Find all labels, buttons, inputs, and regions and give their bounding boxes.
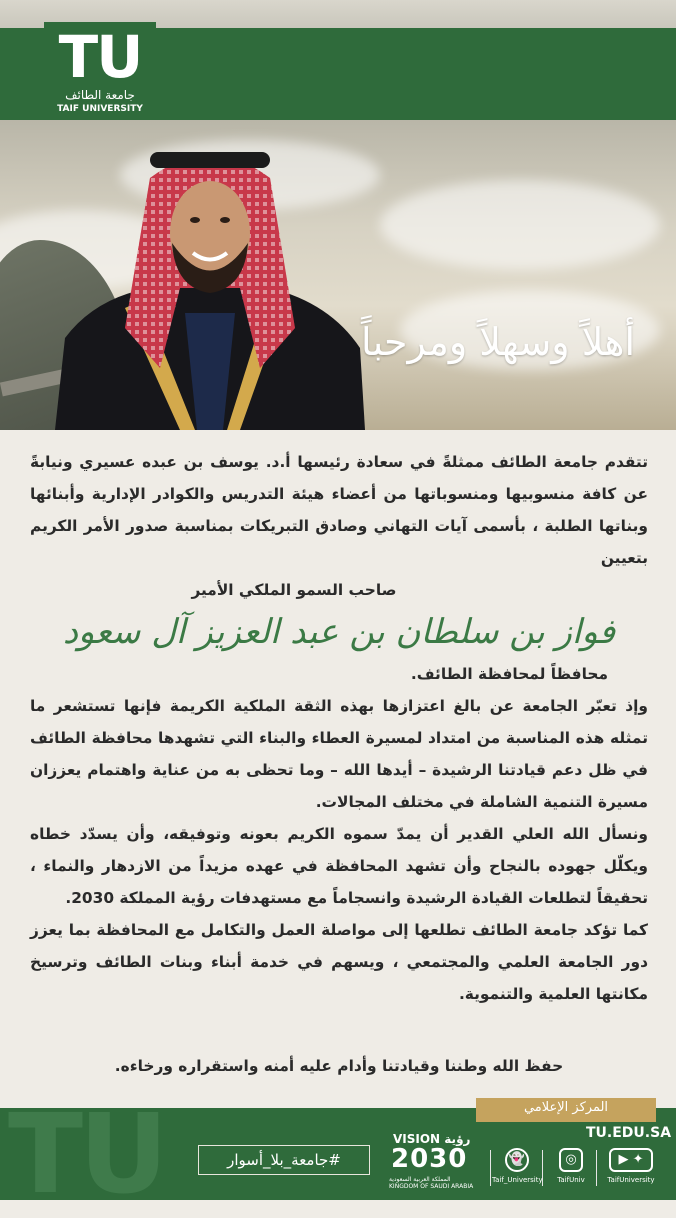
congratulation-text xyxy=(30,446,648,1010)
snapchat-icon: 👻 xyxy=(505,1148,529,1172)
vision-year: 2030 xyxy=(391,1144,468,1174)
prince-portrait xyxy=(55,138,365,430)
website-link[interactable]: TU.EDU.SA xyxy=(586,1125,672,1141)
appointment-title: محافظاً لمحافظة الطائف. xyxy=(410,665,608,683)
divider xyxy=(490,1150,491,1186)
paragraph-cooperation: كما تؤكد جامعة الطائف تطلعها إلى مواصلة العمل والتكامل مع المحافظة بما يعزز دور الجامعة العلمي والمجتمعي ، ويسهم في خدمة أبناء وبنات الطائف وترسيخ مكانتها العلمية والتنموية. xyxy=(30,921,648,1003)
vision-top-text: VISION رؤية xyxy=(393,1132,471,1146)
social-twitter-youtube[interactable] xyxy=(600,1146,662,1190)
logo-mark: TU xyxy=(58,23,142,91)
instagram-icon: ◎ xyxy=(559,1148,583,1172)
footer-tu-mark: TU xyxy=(8,1090,165,1218)
cloud xyxy=(380,180,660,270)
social-label: Taif_University xyxy=(492,1176,543,1184)
university-logo[interactable] xyxy=(44,22,156,120)
paragraph-pride: وإذ تعبّر الجامعة عن بالغ اعتزازها بهذه الثقة الملكية الكريمة فإنها تستشعر ما تمثله هذه المناسبة من امتداد لمسيرة العطاء والبناء التي تشهدها محافظة الطائف في ظل دعم قيادتنا الرشيدة – أيدها الله – وما تحظى به من عناية واهتمام يعززان مسيرة التنمية الشاملة في مختلف المجالات. xyxy=(30,697,648,811)
paragraph-intro: تتقدم جامعة الطائف ممثلةً في سعادة رئيسها أ.د. يوسف بن عبده عسيري ونيابةً عن كافة منسوبيها ومنسوباتها من أعضاء هيئة التدريس والكوادر الإدارية وأبنائها وبناتها الطلبة ، بأسمى آيات التهاني وصادق التبريكات بمناسبة صدور الأمر الكريم بتعيين xyxy=(30,453,648,567)
twitter-youtube-icon: ▶ ✦ xyxy=(609,1148,653,1172)
vision-kingdom-text: المملكة العربية السعودية KINGDOM OF SAUDI ARABIA xyxy=(389,1176,474,1190)
logo-english-name: TAIF UNIVERSITY xyxy=(57,104,143,114)
social-snapchat[interactable] xyxy=(492,1146,542,1190)
royal-title-prefix: صاحب السمو الملكي الأمير xyxy=(191,581,397,599)
vision-2030-logo xyxy=(385,1130,477,1190)
hashtag-label[interactable]: #جامعة_بلا_أسوار xyxy=(198,1145,370,1175)
social-label: TaifUniv xyxy=(557,1176,585,1184)
closing-prayer: حفظ الله وطننا وقيادتنا وأدام عليه أمنه واستقراره ورخاءه. xyxy=(114,1057,564,1075)
hero-banner xyxy=(0,120,676,430)
social-instagram[interactable] xyxy=(546,1146,596,1190)
paragraph-prayer: ونسأل الله العلي القدير أن يمدّ سموه الكريم بعونه وتوفيقه، وأن يسدّد خطاه ويكلّل جهوده بالنجاح وأن تشهد المحافظة في عهده مزيداً من الازدهار والنماء ، تحقيقاً لتطلعات القيادة الرشيدة وانسجاماً مع مستهدفات رؤية المملكة 2030. xyxy=(30,825,648,907)
social-label: TaifUniversity xyxy=(607,1176,655,1184)
media-center-label: المركز الإعلامي xyxy=(523,1100,609,1115)
logo-arabic-name: جامعة الطائف xyxy=(65,88,135,102)
welcome-calligraphy: أهلاً وسهلاً ومرحباً xyxy=(360,320,635,364)
media-center-badge xyxy=(476,1098,656,1122)
social-links xyxy=(492,1146,662,1190)
prince-name: فواز بن سلطان بن عبد العزيز آل سعود xyxy=(62,612,616,652)
